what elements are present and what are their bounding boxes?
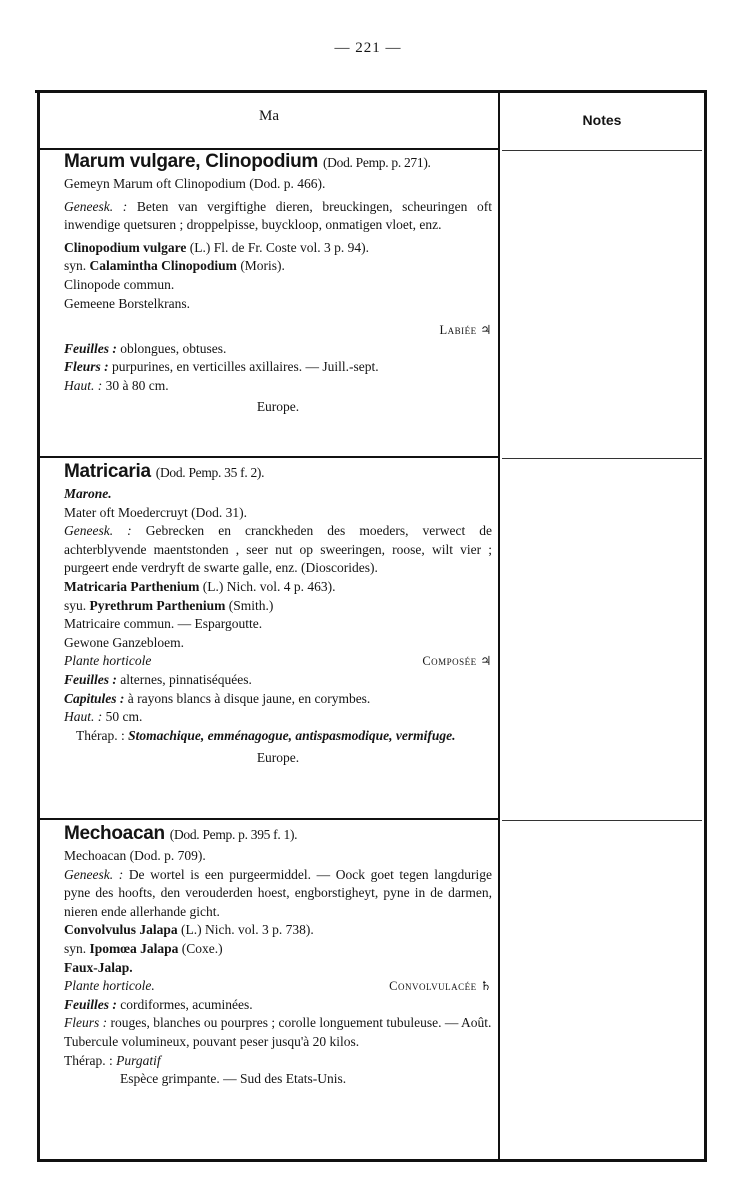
syn-ref: (Smith.)	[228, 597, 274, 613]
family-label: Labiée ♃	[439, 323, 492, 338]
haut-text: 30 à 80 cm.	[105, 377, 169, 393]
entry-title-ref: (Dod. Pemp. 35 f. 2).	[155, 465, 265, 480]
geneesk-text: Gebrecken en cranckheden des moeders, verwect de achterblyvende maentstonden , seer nut op sweeringen, roose, wilt vier ; purgeert ende verdryft de swarte galle, enz. (Dioscorides).	[64, 523, 493, 576]
sci-name: Clinopodium vulgare	[64, 239, 187, 255]
entry-title-ref: (Dod. Pemp. p. 271).	[322, 155, 431, 170]
page-number: — 221 —	[334, 40, 402, 56]
entry-title-ref: (Dod. Pemp. p. 395 f. 1).	[169, 827, 298, 842]
feuilles-text: alternes, pinnatiséquées.	[120, 671, 252, 687]
syn-label: syu.	[64, 597, 87, 613]
notes-rule	[502, 150, 702, 151]
haut-label: Haut. :	[64, 377, 103, 393]
feuilles-label: Feuilles :	[64, 671, 117, 687]
french-name: Matricaire commun. — Espargoutte.	[64, 616, 263, 632]
capitules-label: Capitules :	[64, 690, 125, 706]
feuilles-label: Feuilles :	[64, 340, 117, 356]
column-divider	[498, 92, 500, 1159]
sci-name: Matricaria Parthenium	[64, 578, 200, 594]
notes-rule	[502, 820, 702, 821]
therap-label: Thérap. :	[76, 727, 125, 743]
entry-line: Mechoacan (Dod. p. 709).	[64, 848, 206, 863]
family-label: Composée ♃	[422, 654, 492, 669]
fleurs-label: Fleurs :	[64, 359, 109, 375]
region: Europe.	[256, 398, 300, 414]
sci-name: Convolvulus Jalapa	[64, 922, 178, 938]
therap-label: Thérap. :	[64, 1052, 113, 1068]
entry-divider	[40, 456, 498, 458]
geneesk-text: Beten van vergiftighe dieren, breuckingen, scheuringen oft inwendige quetsuren ; droppelpisse, buyckloop, onmatigen vloet, enz.	[64, 198, 493, 233]
family-label: Convolvulacée ♄	[389, 979, 492, 994]
entry-line: Marone.	[64, 486, 112, 501]
region: Espèce grimpante. — Sud des Etats-Unis.	[120, 1071, 347, 1087]
plant-note: Plante horticole.	[64, 978, 155, 994]
feuilles-label: Feuilles :	[64, 996, 117, 1012]
dutch-name: Gemeene Borstelkrans.	[64, 295, 190, 311]
plant-note: Plante horticole	[64, 653, 152, 669]
syn-name: Ipomœa Jalapa	[89, 940, 179, 956]
syn-name: Pyrethrum Parthenium	[89, 597, 226, 613]
sci-ref: (L.) Nich. vol. 3 p. 738).	[181, 922, 314, 938]
french-name: Faux-Jalap.	[64, 959, 133, 975]
entry-mechoacan	[64, 822, 492, 1089]
feuilles-text: oblongues, obtuses.	[120, 340, 227, 356]
therap-text: Purgatif	[116, 1052, 161, 1068]
fleurs-label: Fleurs :	[64, 1015, 108, 1031]
entry-line: Gemeyn Marum oft Clinopodium (Dod. p. 466).	[64, 176, 326, 191]
geneesk-label: Geneesk. :	[64, 198, 128, 214]
header-main: Ma	[259, 108, 279, 124]
geneesk-text: De wortel is een purgeermiddel. — Oock goet tegen langdurige pyne des hoofts, den verouderden hoest, engborstigheyt, pyne in de darmen, nieren ende allerhande gicht.	[64, 866, 493, 919]
entry-line: Mater oft Moedercruyt (Dod. 31).	[64, 504, 247, 520]
dutch-name: Gewone Ganzebloem.	[64, 634, 184, 650]
syn-ref: (Coxe.)	[181, 940, 223, 956]
entry-title: Matricaria	[64, 461, 151, 482]
capitules-text: à rayons blancs à disque jaune, en corymbes.	[127, 690, 371, 706]
notes-rule	[502, 458, 702, 459]
syn-name: Calamintha Clinopodium	[89, 258, 237, 274]
sci-ref: (L.) Fl. de Fr. Coste vol. 3 p. 94).	[189, 239, 370, 255]
geneesk-label: Geneesk. :	[64, 866, 124, 882]
syn-ref: (Moris).	[240, 258, 285, 274]
fleurs-text: rouges, blanches ou pourpres ; corolle longuement tubuleuse. — Août.	[110, 1015, 492, 1031]
entry-title: Mechoacan	[64, 823, 165, 844]
entry-marum	[64, 150, 492, 416]
herbal-table	[37, 92, 707, 1162]
sci-ref: (L.) Nich. vol. 4 p. 463).	[202, 578, 336, 594]
haut-label: Haut. :	[64, 709, 103, 725]
syn-label: syn.	[64, 258, 87, 274]
therap-text: Stomachique, emménagogue, antispasmodique, vermifuge.	[128, 727, 456, 743]
geneesk-label: Geneesk. :	[64, 523, 132, 539]
region: Europe.	[256, 750, 300, 766]
feuilles-text: cordiformes, acuminées.	[120, 996, 253, 1012]
fleurs-text: purpurines, en verticilles axillaires. — Juill.-sept.	[112, 359, 379, 375]
entry-title: Marum vulgare, Clinopodium	[64, 151, 318, 172]
entry-matricaria	[64, 460, 492, 768]
haut-text: 50 cm.	[105, 709, 143, 725]
french-name: Clinopode commun.	[64, 276, 175, 292]
entry-divider	[40, 818, 498, 820]
tuber-note: Tubercule volumineux, pouvant peser jusqu'à 20 kilos.	[64, 1033, 360, 1049]
header-notes: Notes	[582, 112, 622, 128]
syn-label: syn.	[64, 940, 87, 956]
